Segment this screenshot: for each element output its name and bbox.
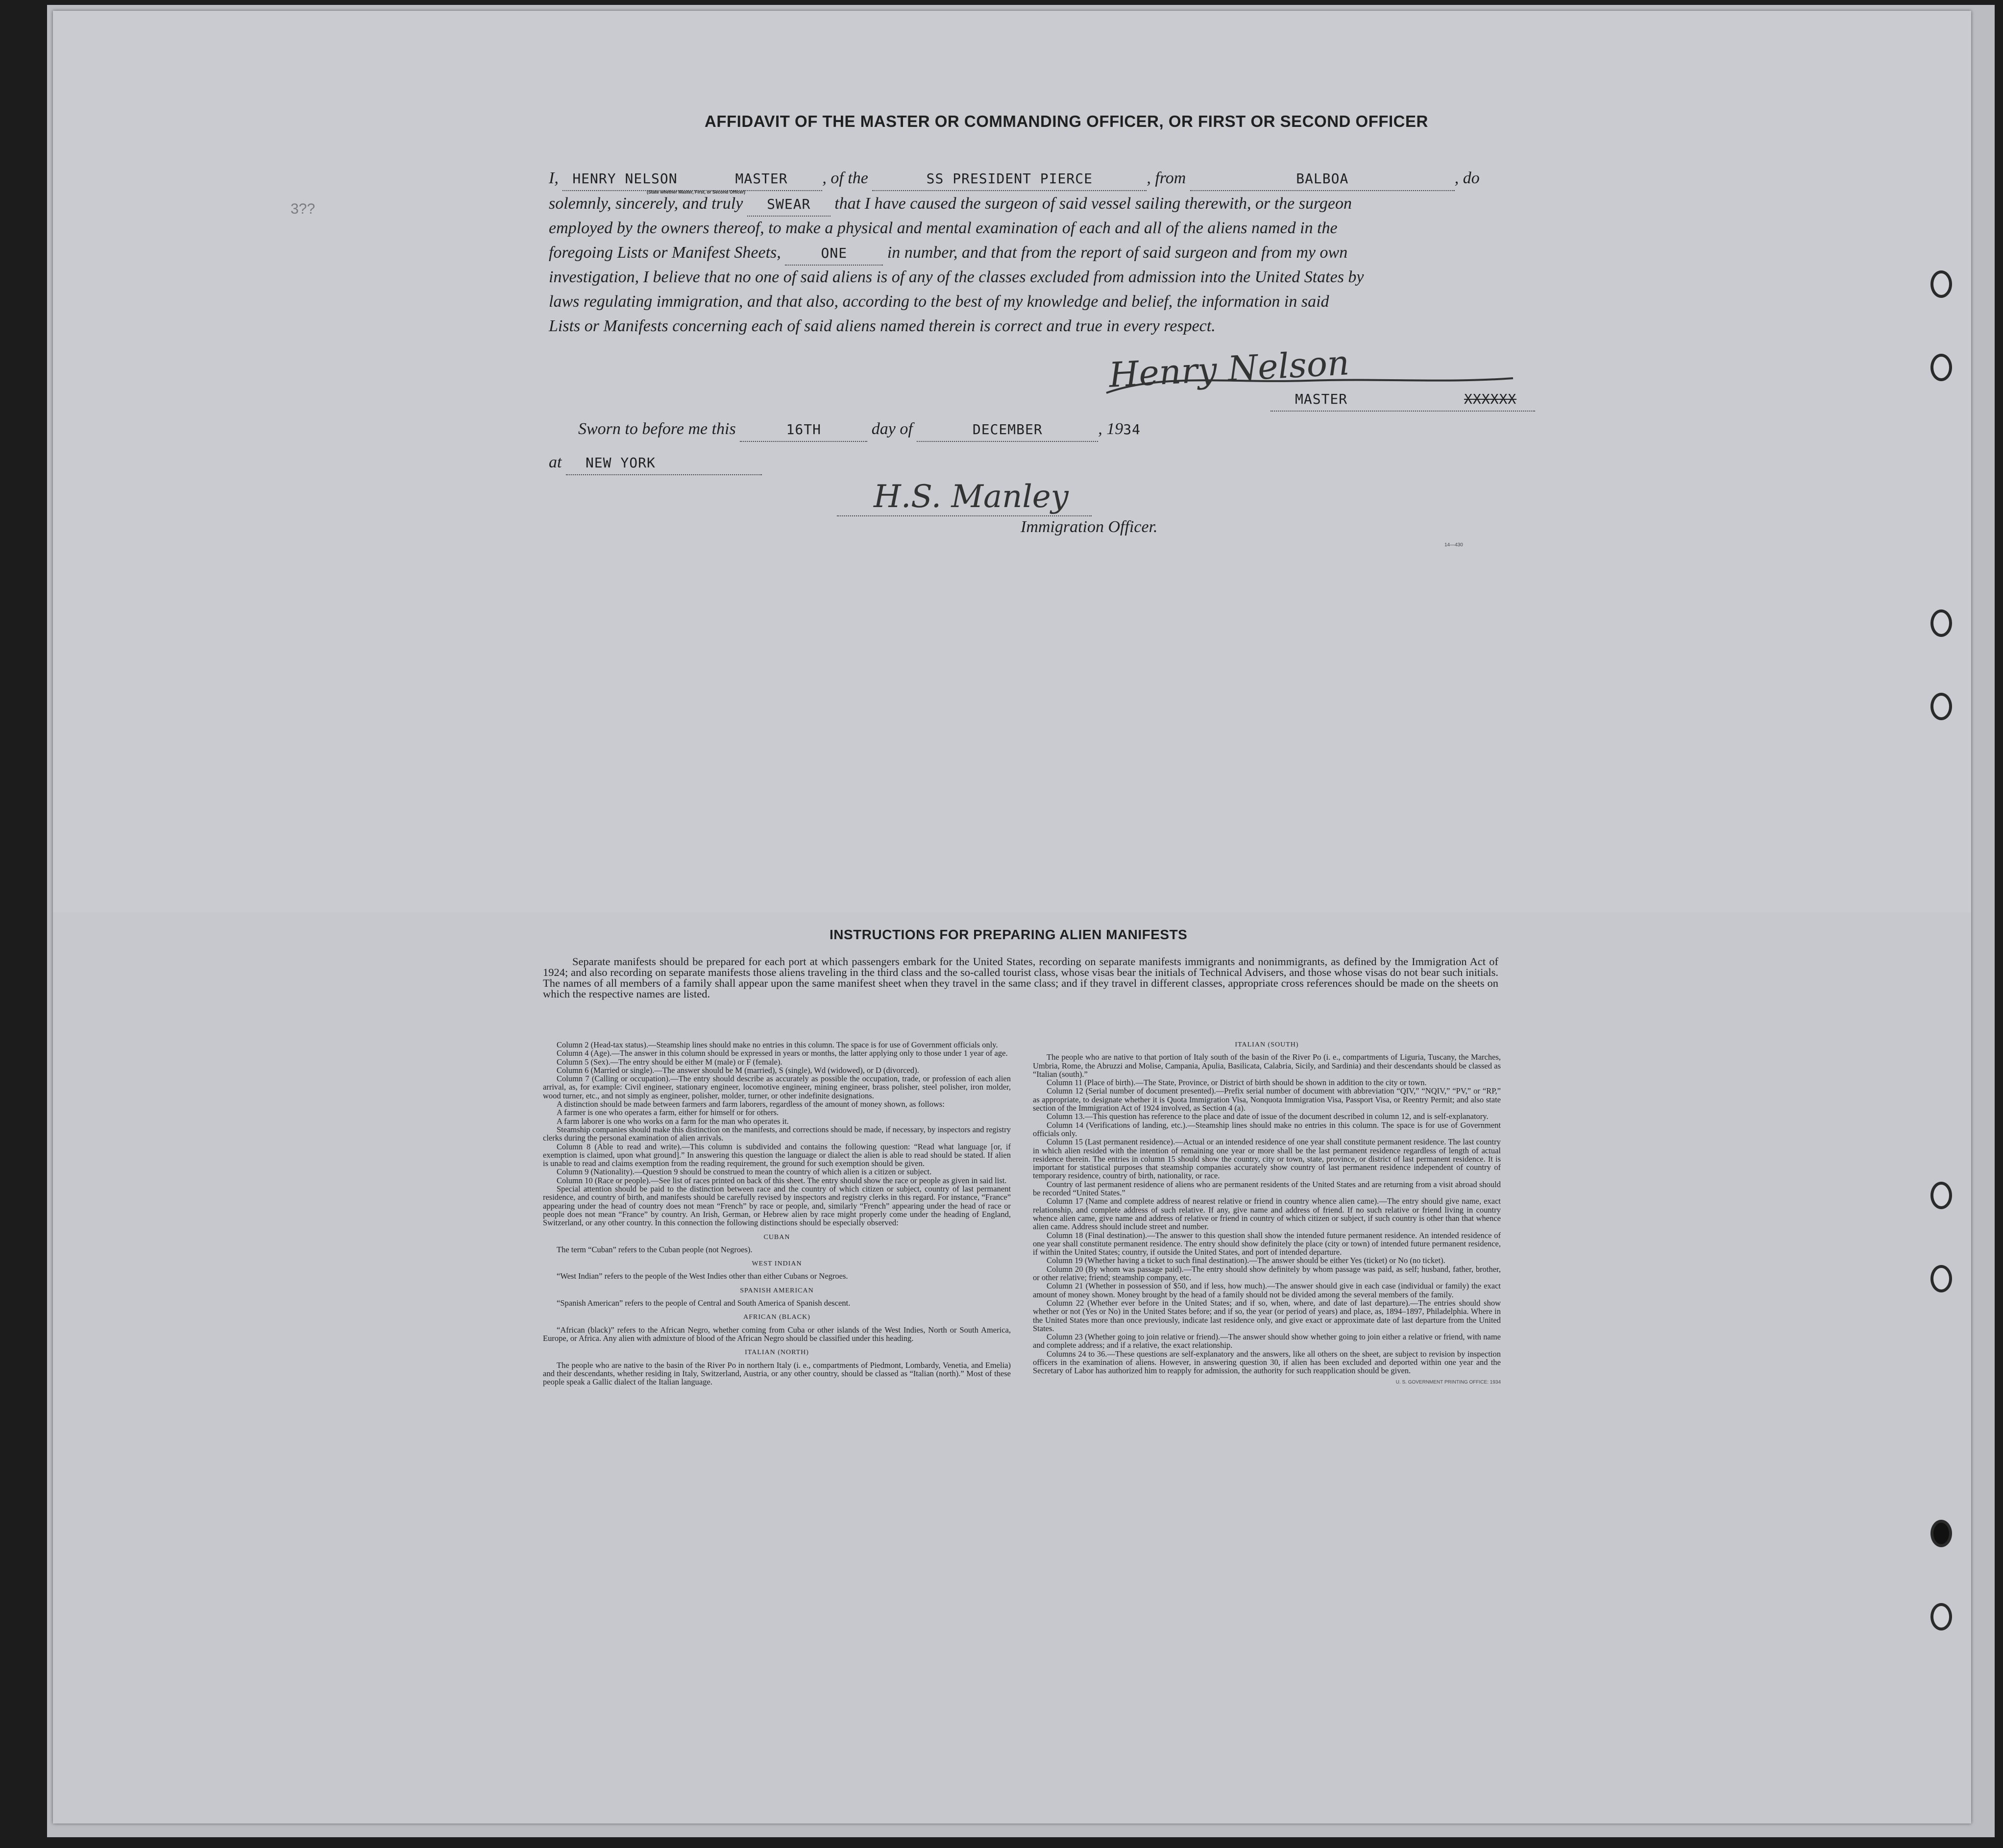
right-paragraph: The people who are native to that portion of Italy south of the basin of the River Po (i. e., compartments of Liguria, Tuscany, the Marches, Umbria, Rome, the Abruzzi and Molise, Campania, Apulia, Basilicata, Calabria, Sicily, and Sardinia) and their descendants should be classed as “Italian (south).” <box>1033 1052 1501 1079</box>
right-paragraph: Column 13.—This question has reference to the place and date of issue of the document described in column 12, and is self-explanatory. <box>1047 1112 1489 1121</box>
binder-hole-icon <box>1930 1265 1952 1292</box>
sign-rank-text: MASTER <box>1295 391 1348 407</box>
african-text: “African (black)” refers to the African Negro, whether coming from Cuba or other islands of the West Indies, North or South America, Europe, or Africa. Any alien with admixture of blood of the African Negro should be classified under this heading. <box>543 1325 1011 1343</box>
port-field: BALBOA <box>1190 167 1455 191</box>
month-field: DECEMBER <box>917 418 1098 442</box>
binder-hole-icon <box>1930 270 1952 298</box>
left-paragraph: Column 7 (Calling or occupation).—The entry should describe as accurately as possible the occupation, trade, or profession of each alien arrival, as, for example: Civil engineer, stationary engineer, locomotive engineer, mining engineer, brass polisher, steel polisher, iron molder, wood turner, etc., and not simply as engineer, polisher, molder, turner, or other indefinite designations. <box>543 1074 1011 1100</box>
binder-hole-icon <box>1930 1603 1952 1630</box>
left-paragraph: A distinction should be made between farmers and farm laborers, regardless of the amount of money shown, as follows: <box>557 1099 945 1109</box>
affidavit-title: AFFIDAVIT OF THE MASTER OR COMMANDING OFFICER, OR FIRST OR SECOND OFFICER <box>705 112 1428 130</box>
oath-field: SWEAR <box>747 193 831 217</box>
solemnly-text: solemnly, sincerely, and truly <box>549 195 743 213</box>
officer-name: HENRY NELSON <box>572 170 678 187</box>
left-paragraph: A farmer is one who operates a farm, either for himself or for others. <box>557 1108 779 1118</box>
day-field: 16TH <box>740 418 867 442</box>
right-paragraph: Column 15 (Last permanent residence).—Actual or an intended residence of one year shall constitute permanent residence. The last country in which alien resided with the intention of remaining one year or more shall be the last permanent residence regardless of length of actual residence therein. The entries in column 15 should show the country, city or town, state, province, or district of last permanent residence. It is important for statistical purposes that steamship companies accurately show country of last permanent residence independent of country of temporary residence, country of birth, nationality, or race. <box>1033 1137 1501 1181</box>
affidavit-line-7: Lists or Manifests concerning each of said aliens named therein is correct and true in every respect. <box>549 317 1216 335</box>
margin-mark: 3?? <box>291 201 316 217</box>
right-paragraph: Column 21 (Whether in possession of $50, and if less, how much).—The answer should give in each case (individual or family) the exact amount of money shown. Money brought by the head of a family should not be divided among the several members of the family. <box>1033 1281 1501 1299</box>
i-prefix: I, <box>549 169 559 187</box>
right-paragraph: Column 18 (Final destination).—The answer to this question shall show the intended future permanent residence. An intended residence of one year shall constitute permanent residence. The entry should show definitely the place (city or town) of intended future permanent residence, if within the United States; country, if outside the United States, and port of intended departure. <box>1033 1230 1501 1257</box>
of-the-label: , of the <box>822 169 868 187</box>
binder-holes <box>53 11 1971 1824</box>
year-suffix: 34 <box>1123 421 1141 438</box>
left-paragraph: Column 4 (Age).—The answer in this column should be expressed in years or months, the latter applying only to those under 1 year of age. <box>557 1048 1008 1058</box>
master-signature: Henry Nelson <box>1108 342 1350 395</box>
right-paragraph: Column 20 (By whom was passage paid).—The entry should show definitely by whom passage was paid, as self; husband, father, brother, or other relative; friend; steamship company, etc. <box>1033 1264 1501 1283</box>
right-paragraph: Country of last permanent residence of aliens who are permanent residents of the United States and are returning from a visit abroad should be recorded “United States.” <box>1033 1179 1501 1198</box>
affidavit-line-3: employed by the owners thereof, to make a physical and mental examination of each and all of the aliens named in the <box>549 219 1338 237</box>
binder-hole-icon <box>1930 1182 1952 1209</box>
at-label: at <box>549 453 562 471</box>
officer-signature: H.S. Manley <box>874 479 1069 515</box>
line4-b: in number, and that from the report of said surgeon and from my own <box>887 243 1348 262</box>
spanish-heading: SPANISH AMERICAN <box>740 1287 814 1294</box>
instructions-intro: Separate manifests should be prepared for each port at which passengers embark for the United States, recording on separate manifests immigrants and nonimmigrants, as defined by the Immigration Act of 1924; and also recording on separate manifests those aliens traveling in the third class and the so-called tourist class, whose visas bear the initials of Technical Advisers, and those whose visas do not bear such initials. The names of all members of a family shall appear upon the same manifest sheet when they travel in the same class; and if they travel in different classes, appropriate cross references should be made on the sheets on which the respective names are listed. <box>543 955 1498 1000</box>
instructions-title: INSTRUCTIONS FOR PREPARING ALIEN MANIFESTS <box>830 927 1188 942</box>
right-paragraph: Column 14 (Verifications of landing, etc.).—Steamship lines should make no entries in this column. The space is for use of Government officials only. <box>1033 1120 1501 1138</box>
cuban-heading: CUBAN <box>763 1233 790 1241</box>
right-paragraph: Column 17 (Name and complete address of nearest relative or friend in country whence alien came).—The entry should give name, exact relationship, and complete address of such relative. If any, give name and address of friend. If no such relative or friend living in country whence alien came, give name and address of relative or friend in country of which citizen or subject, if such country is other than that whence alien came. Address should include street and number. <box>1033 1196 1501 1232</box>
sign-struck-text: XXXXXX <box>1464 391 1517 407</box>
right-paragraph: Column 12 (Serial number of document presented).—Prefix serial number of document with abbreviation “QIV,” “NQIV,” “PV,” or “RP,” as appropriate, to designate whether it is Quota Immigration Visa, Nonquota Immigration Visa, Passport Visa, or Reentry Permit; and also state section of the Immigration Act of 1924 involved, as Section 4 (a). <box>1033 1086 1501 1113</box>
day-of-label: day of <box>871 420 913 438</box>
left-paragraph: Column 2 (Head-tax status).—Steamship lines should make no entries in this column. The space is for use of Government officials only. <box>557 1040 998 1049</box>
rank-note: (State whether Master, First, or Second Officer) <box>647 190 746 195</box>
manifest-page <box>53 11 1971 1824</box>
affidavit-line-6: laws regulating immigration, and that also, according to the best of my knowledge and belief, the information in said <box>549 292 1329 311</box>
officer-rank: MASTER <box>735 170 788 187</box>
left-paragraph: Column 6 (Married or single).—The answer should be M (married), S (single), Wd (widowed), or D (divorced). <box>557 1065 919 1075</box>
form-number: 14—430 <box>1444 542 1463 548</box>
italian-north-heading: ITALIAN (NORTH) <box>745 1349 809 1357</box>
left-paragraph: A farm laborer is one who works on a farm for the man who operates it. <box>557 1116 789 1126</box>
do-label: , do <box>1454 169 1480 187</box>
right-paragraph: Columns 24 to 36.—These questions are self-explanatory and the answers, like all others on the sheet, are subject to revision by inspection officers in the examination of aliens. However, in answering question 30, if alien has been excluded and deported within one year and the Secretary of Labor has authorized him to reapply for admission, the authority for such reapplication should be given. <box>1033 1349 1501 1376</box>
affidavit-line-5: investigation, I believe that no one of said aliens is of any of the classes excluded from admission into the United States by <box>549 268 1364 286</box>
binder-hole-icon <box>1930 354 1952 381</box>
african-heading: AFRICAN (BLACK) <box>743 1313 810 1321</box>
right-paragraph: Column 22 (Whether ever before in the United States; and if so, when, where, and date of last departure).—The entries should show whether or not (Yes or No) in the United States before; and if so, the year (or period of years) and place, as, 1894–1897, Philadelphia. Where in the United States more than once previously, indicate last residence only, and give exact or approximate date of last departure from the United States. <box>1033 1298 1501 1333</box>
sworn-prefix: Sworn to before me this <box>578 420 736 438</box>
right-paragraph: Column 23 (Whether going to join relative or friend).—The answer should show whether going to join either a relative or friend, with name and complete address; and if a relative, the exact relationship. <box>1033 1332 1501 1350</box>
line2-rest: that I have caused the surgeon of said vessel sailing therewith, or the surgeon <box>834 195 1352 213</box>
line4-a: foregoing Lists or Manifest Sheets, <box>549 243 781 262</box>
right-paragraph: Column 11 (Place of birth).—The State, Province, or District of birth should be shown in addition to the city or town. <box>1047 1078 1427 1088</box>
binder-hole-icon <box>1930 609 1952 637</box>
cuban-text: The term “Cuban” refers to the Cuban people (not Negroes). <box>557 1244 753 1254</box>
italian-north-text: The people who are native to the basin of the River Po in northern Italy (i. e., compartments of Piedmont, Lombardy, Venetia, and Emelia) and their descendants, whether residing in Italy, Switzerland, Austria, or any other country, should be classed as “Italian (north).” Most of these people speak a Gallic dialect of the Italian language. <box>543 1360 1011 1387</box>
right-paragraph: Column 19 (Whether having a ticket to such final destination).—The answer should be either Yes (ticket) or No (no ticket). <box>1047 1256 1445 1265</box>
westindian-heading: WEST INDIAN <box>752 1260 802 1268</box>
italian-south-heading: ITALIAN (SOUTH) <box>1235 1041 1299 1048</box>
left-paragraph: Column 5 (Sex).—The entry should be either M (male) or F (female). <box>557 1057 782 1067</box>
place-field: NEW YORK <box>566 451 762 475</box>
ship-field: SS PRESIDENT PIERCE <box>872 167 1147 191</box>
left-paragraph: Special attention should be paid to the distinction between race and the country of which citizen or subject, country of last permanent residence, and country of birth, and manifests should be carefully revised by inspectors and registry clerks in this regard. For instance, “France” appearing under the head of country does not mean “French” by race or people, and, similarly “French” appearing under the head of race or people does not mean “France” by country. An Irish, German, or Hebrew alien by race might properly come under the heading of England, Switzerland, or any other country. In this connection the following distinctions should be especially observed: <box>543 1184 1011 1228</box>
from-label: , from <box>1147 169 1186 187</box>
left-paragraph: Column 10 (Race or people).—See list of races printed on back of this sheet. The entry should show the race or people as given in said list. <box>557 1175 1007 1185</box>
left-paragraph: Steamship companies should make this distinction on the manifests, and corrections should be made, if necessary, by inspectors and registry clerks during the personal examination of alien arrivals. <box>543 1124 1011 1143</box>
spanish-text: “Spanish American” refers to the people of Central and South America of Spanish descent. <box>557 1298 851 1308</box>
officer-title: Immigration Officer. <box>1021 518 1158 536</box>
sheets-field: ONE <box>785 242 883 266</box>
westindian-text: “West Indian” refers to the people of the West Indies other than either Cubans or Negroes. <box>557 1271 848 1281</box>
binder-hole-icon <box>1930 1520 1952 1547</box>
left-paragraph: Column 9 (Nationality).—Question 9 should be construed to mean the country of which alien is a citizen or subject. <box>557 1167 932 1177</box>
year-prefix: , 19 <box>1098 420 1124 438</box>
binder-hole-icon <box>1930 693 1952 720</box>
left-paragraph: Column 8 (Able to read and write).—This column is subdivided and contains the following question: “Read what language [or, if exemption is claimed, upon what ground].” In answering this question the language or dialect the alien is able to read should be stated. If alien is unable to read and claims exemption from the reading requirement, the ground for such exemption should be given. <box>543 1142 1011 1168</box>
printer-note: U. S. GOVERNMENT PRINTING OFFICE: 1934 <box>1395 1379 1501 1385</box>
